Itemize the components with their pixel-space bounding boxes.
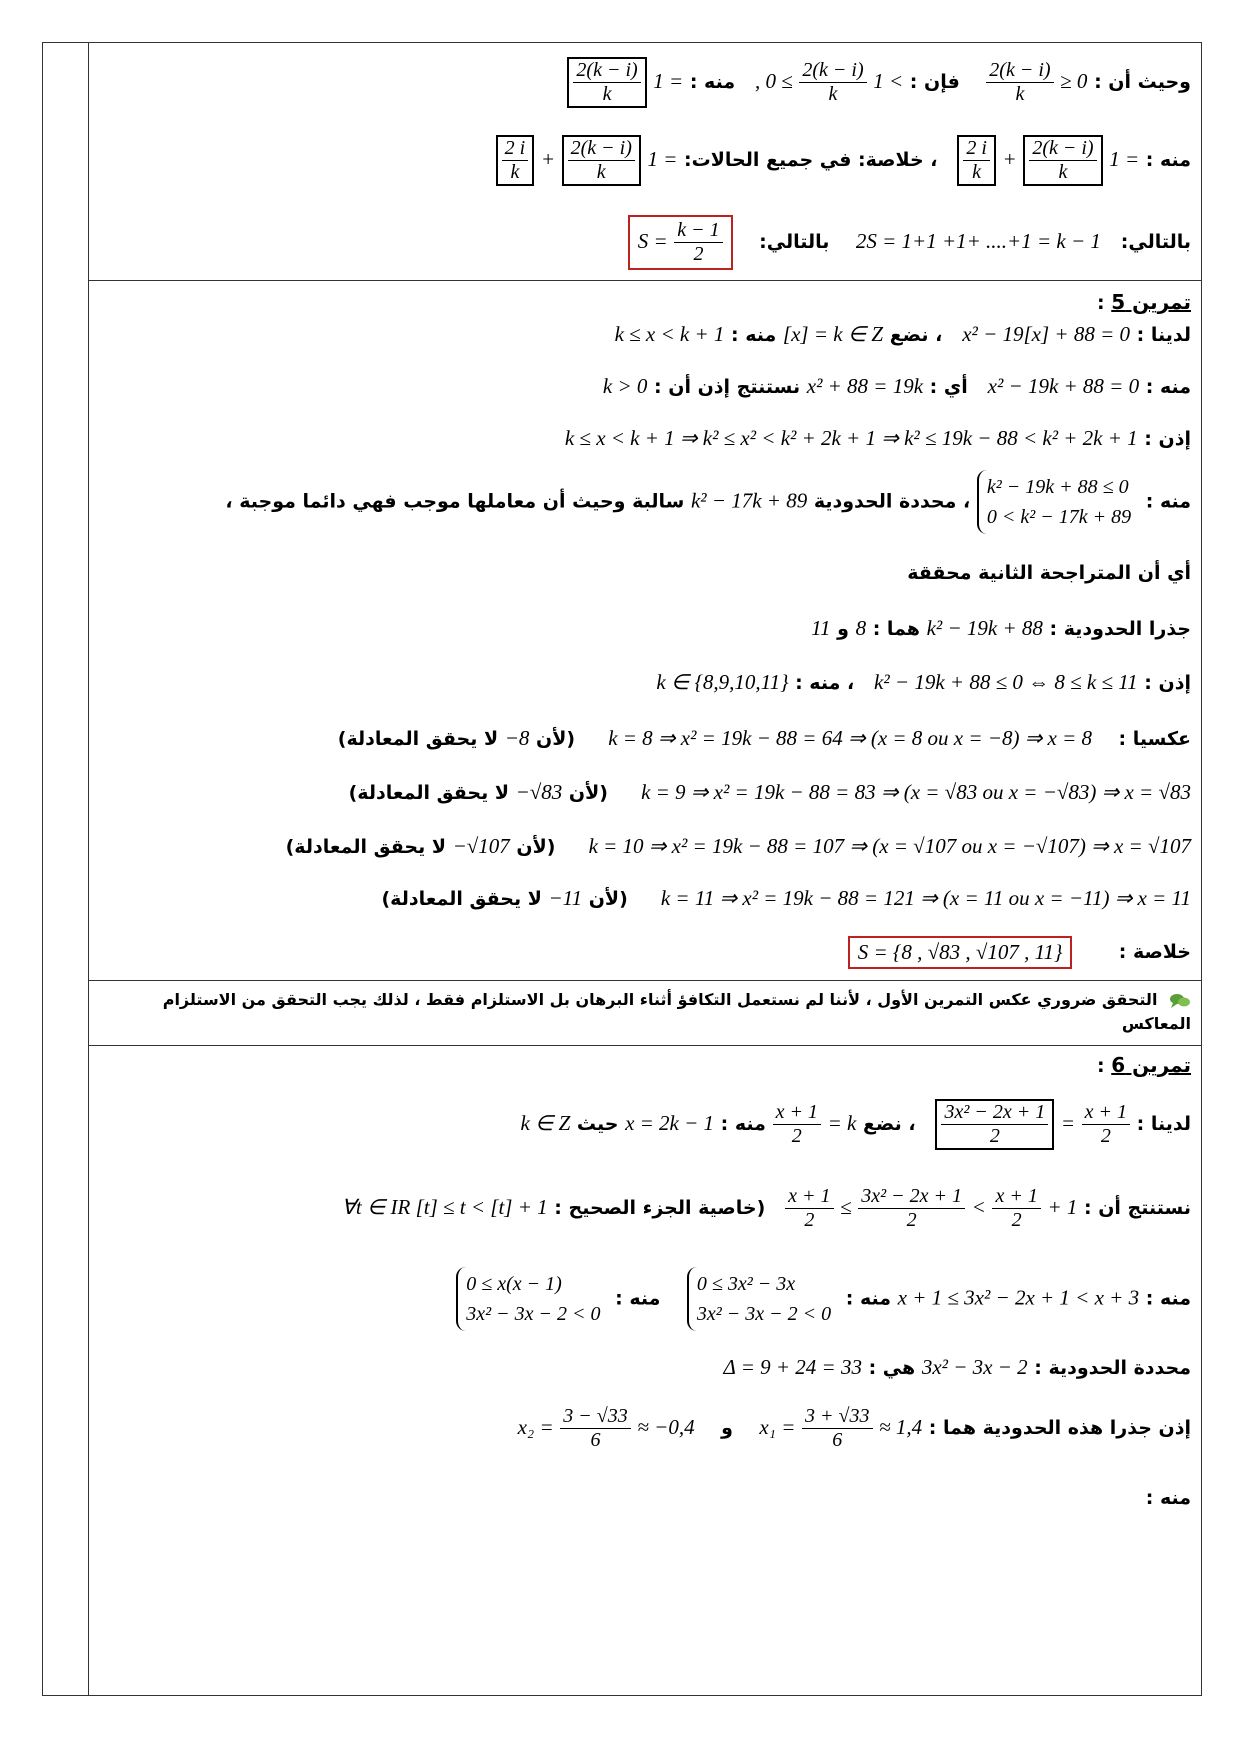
text-then: فإن : [909, 71, 960, 93]
ex5-check-row-3 [99, 834, 1191, 859]
note-text: التحقق ضروري عكس التمرين الأول ، لأننا لم نستعمل التكافؤ أثناء البرهان بل الاستلزام فقط ، لذلك يجب التحقق من الاستلزام المعاكس [162, 990, 1191, 1033]
chat-bubbles-icon [1169, 993, 1191, 1009]
ex6-line-4 [99, 1355, 1191, 1380]
math-eq-one: 1 = [653, 69, 684, 93]
check-note-val: −√83 [515, 780, 563, 804]
check-eq: k = 10 ⇒ x² = 19k − 88 = 107 ⇒ (x = √107 ou x = −√107) ⇒ x = √107 [588, 834, 1191, 858]
ex6-x1-lhs: x₁ = [759, 1415, 796, 1439]
plus-sign: + [1002, 147, 1017, 171]
ex6-l1-lead: لدينا : [1136, 1113, 1191, 1135]
ex6-l2-lead: نستنتج أن : [1084, 1197, 1191, 1219]
ex5-l1-hence: منه : [731, 324, 777, 346]
bracket-c: $\frac{2(k - i)}{k}$ [562, 135, 641, 186]
exercise-5-title [99, 290, 1191, 314]
ex6-x2-frac: $\frac{3 - √33}{6}$ [560, 1405, 630, 1452]
ex6-l2-le: ≤ [840, 1195, 852, 1219]
ex6-line-3 [99, 1267, 1191, 1331]
ex6-l1-eq2: x = 2k − 1 [625, 1111, 715, 1135]
note-section [89, 980, 1201, 1046]
plus-sign-2: + [540, 147, 555, 171]
bracket-a: $\frac{2(k - i)}{k}$ [1023, 135, 1102, 186]
ex5-l4-eq: k² − 17k + 89 [690, 488, 808, 513]
check-note-pre: (لأن [588, 888, 628, 910]
ex6-l2-lt: < [971, 1195, 986, 1219]
exercise-6-section [89, 1045, 1201, 1697]
ex6-l1-where: حيث [576, 1113, 619, 1135]
ex6-l1-bracket: $\frac{\text{3x² − 2x + 1}}{2}$ [935, 1099, 1054, 1150]
check-note-pre: (لأن [516, 836, 556, 858]
ex5-l6-eq: k² − 19k + 88 [926, 616, 1043, 640]
ex5-l3-eq: k ≤ x < k + 1 ⇒ k² ≤ x² < k² + 2k + 1 ⇒ k² ≤ 19k − 88 < k² + 2k + 1 [564, 426, 1138, 450]
ex5-l2-eq3: k > 0 [602, 374, 648, 398]
ex5-l2-eq: x² − 19k + 88 = 0 [987, 374, 1140, 398]
check-note-pre: (لأن [568, 782, 608, 804]
result-box-s: S = $\frac{k - 1}{2}$ [628, 215, 733, 270]
ex6-l2-f2: $\frac{\text{3x² − 2x + 1}}{2}$ [858, 1185, 965, 1232]
text-hence-2: منه : [1145, 149, 1191, 171]
page-frame [42, 42, 1202, 1696]
ex6-l2-eq: ∀t ∈ IR [t] ≤ t < [t] + 1 [341, 1195, 548, 1219]
ex5-l2-eq2: x² + 88 = 19k [806, 374, 924, 398]
ex5-l6-are: هما : [872, 618, 920, 640]
ex6-line-2 [99, 1185, 1191, 1232]
ex5-line-5 [99, 562, 1191, 584]
ex5-l1-eq2: [x] = k ∈ Z [782, 322, 884, 346]
ex6-l1-hence: منه : [720, 1113, 766, 1135]
ex6-l4-lead: محددة الحدودية : [1034, 1357, 1191, 1379]
ex6-l1-set: ، نضع [862, 1113, 916, 1135]
ex5-l1-eq3: k ≤ x < k + 1 [614, 322, 725, 346]
ex6-l3-hence: منه : [845, 1287, 892, 1310]
ex5-l1-eq: x² − 19[x] + 88 = 0 [962, 322, 1131, 346]
ex5-line-7 [99, 670, 1191, 695]
ex6-line-6 [99, 1487, 1191, 1509]
check-note-post: لا يحقق المعادلة) [381, 888, 542, 910]
ex5-line-1 [99, 322, 1191, 347]
ex6-line-5 [99, 1405, 1191, 1452]
math-ineq-b: 1 < [873, 69, 904, 93]
ex5-l3-lead: إذن : [1144, 428, 1191, 450]
ex5-l7-hence: ، منه : [795, 672, 855, 694]
check-note-post: لا يحقق المعادلة) [337, 728, 499, 750]
ex5-l6-v1: 8 [855, 616, 867, 640]
ex6-l5-lead: إذن جذرا هذه الحدودية هما : [928, 1417, 1191, 1439]
solution-set-box: S = {8 , √83 , √107 , 11} [848, 936, 1073, 969]
check-lead: عكسيا : [1118, 728, 1191, 750]
ex5-l2-ie: أي : [929, 376, 968, 398]
line-therefore [99, 215, 1191, 270]
text-therefore: بالتالي: [1120, 231, 1191, 253]
exercise-6-heading: تمرين 6 [1111, 1053, 1191, 1077]
ex5-line-6 [99, 616, 1191, 641]
check-eq: k = 9 ⇒ x² = 19k − 88 = 83 ⇒ (x = √83 ou x = −√83) ⇒ x = √83 [641, 780, 1191, 804]
ex6-system-b: 0 ≤ x(x − 1) 3x² − 3x − 2 < 0 [456, 1267, 608, 1331]
check-note-post: لا يحقق المعادلة) [348, 782, 509, 804]
ex6-l1-frac-k: $\frac{x + 1}{2}$ [773, 1101, 821, 1148]
ex6-l5-and: و [721, 1417, 733, 1439]
ex5-conclusion [99, 936, 1191, 969]
ex5-l1-lead: لدينا : [1136, 324, 1191, 346]
check-note-val: −11 [548, 886, 583, 910]
ex5-system: k² − 19k + 88 ≤ 0 0 < k² − 17k + 89 [977, 470, 1139, 534]
ex5-check-row-4 [99, 886, 1191, 911]
ex6-l2-property: (خاصية الجزء الصحيح : [554, 1197, 766, 1219]
line-since [99, 57, 1191, 108]
note-text-block [109, 988, 1191, 1036]
ex5-l2-deduce: نستنتج إذن أن : [654, 376, 801, 398]
text-therefore-2: بالتالي: [759, 231, 830, 253]
check-eq: k = 8 ⇒ x² = 19k − 88 = 64 ⇒ (x = 8 ou x = −8) ⇒ x = 8 [608, 726, 1093, 750]
ex6-x1-frac: $\frac{3 + √33}{6}$ [802, 1405, 872, 1452]
ex6-system-a: 0 ≤ 3x² − 3x 3x² − 3x − 2 < 0 [687, 1267, 839, 1331]
ex5-l7-eq2: k ∈ {8,9,10,11} [656, 670, 789, 694]
ex5-check-row-2 [99, 780, 1191, 805]
ex5-l6-and: و [837, 618, 849, 640]
ex5-l1-set: ، نضع [889, 324, 943, 346]
text-summary: ، خلاصة: في جميع الحالات: [684, 149, 938, 171]
ex5-l4-text2: سالبة وحيث أن معاملها موجب فهي دائما موجبة ، [225, 490, 685, 513]
ex6-x2-lhs: x₂ = [517, 1415, 554, 1439]
ex6-l1-frac-rhs: $\frac{x + 1}{2}$ [1082, 1101, 1130, 1148]
ex5-l4-lead: منه : [1145, 490, 1191, 513]
ex5-line-4 [99, 470, 1191, 534]
ex5-l4-text: ، محددة الحدودية [813, 490, 971, 513]
ex5-line-2 [99, 374, 1191, 399]
ex6-l4-eq: 3x² − 3x − 2 [921, 1355, 1028, 1379]
check-note-pre: (لأن [536, 728, 576, 750]
math-eq-one-3: 1 = [647, 147, 678, 171]
ex5-l7-lead: إذن : [1144, 672, 1191, 694]
math-eq-one-2: 1 = [1109, 147, 1140, 171]
math-ineq-c: , 0 ≤ [754, 69, 793, 93]
math-ineq-a: ≥ 0 [1060, 69, 1088, 93]
math-sum-2s: 2S = 1+1 +1+ ....+1 = k − 1 [855, 229, 1101, 253]
check-eq: k = 11 ⇒ x² = 19k − 88 = 121 ⇒ (x = 11 ou x = −11) ⇒ x = 11 [660, 886, 1191, 910]
text-hence: منه : [689, 71, 736, 93]
text-since: وحيث أن : [1094, 71, 1191, 93]
bracket-d: $\frac{2 i}{k}$ [496, 135, 535, 186]
previous-exercise-section [89, 43, 1201, 281]
ex5-l6-text: جذرا الحدودية : [1049, 618, 1191, 640]
fraction-2k-i: $\frac{2(k - i)}{k}$ [986, 59, 1053, 106]
ex6-x2-approx: ≈ −0,4 [637, 1415, 695, 1439]
title-colon: : [1097, 1055, 1105, 1077]
content-column [89, 43, 1201, 1695]
fraction-2k-i-b: $\frac{2(k - i)}{k}$ [799, 59, 866, 106]
ex5-l2-lead: منه : [1145, 376, 1191, 398]
ex5-line-3 [99, 426, 1191, 451]
ex6-l6-lead: منه : [1145, 1487, 1191, 1509]
ex6-x1-approx: ≈ 1,4 [879, 1415, 923, 1439]
ex6-l1-eqk: = k [827, 1111, 857, 1135]
bracket-b: $\frac{2 i}{k}$ [957, 135, 996, 186]
line-hence-summary [99, 135, 1191, 186]
ex5-l5-text: أي أن المتراجحة الثانية محققة [907, 562, 1191, 584]
title-colon: : [1097, 292, 1105, 314]
ex6-l3-eq: x + 1 ≤ 3x² − 2x + 1 < x + 3 [897, 1285, 1140, 1310]
ex6-l2-f3: $\frac{x + 1}{2}$ [992, 1185, 1040, 1232]
ex5-l6-v2: 11 [811, 616, 831, 640]
ex6-l3-lead: منه : [1145, 1287, 1191, 1310]
ex6-l4-delta: Δ = 9 + 24 = 33 [723, 1355, 862, 1379]
ex5-l7-eq: k² − 19k + 88 ≤ 0 ⇔ 8 ≤ k ≤ 11 [874, 670, 1138, 694]
exercise-6-title [99, 1053, 1191, 1077]
check-note-val: −8 [504, 726, 530, 750]
ex6-l2-f1: $\frac{x + 1}{2}$ [785, 1185, 833, 1232]
ex6-l2-plus: + 1 [1047, 1195, 1078, 1219]
ex5-check-row-1 [99, 726, 1191, 751]
ex6-l1-eqsign: = [1060, 1111, 1076, 1135]
check-note-val: −√107 [452, 834, 510, 858]
floor-bracket: $\frac{2(k - i)}{k}$ [567, 57, 646, 108]
ex6-l3-hence2: منه : [615, 1287, 661, 1310]
exercise-5-heading: تمرين 5 [1111, 290, 1191, 314]
ex6-l1-eq3: k ∈ Z [520, 1111, 571, 1135]
ex6-l4-is: هي : [868, 1357, 916, 1379]
left-margin-column [43, 43, 89, 1695]
exercise-5-section [89, 280, 1201, 981]
check-note-post: لا يحقق المعادلة) [285, 836, 446, 858]
conclusion-label: خلاصة : [1118, 941, 1191, 963]
ex6-line-1 [99, 1099, 1191, 1150]
